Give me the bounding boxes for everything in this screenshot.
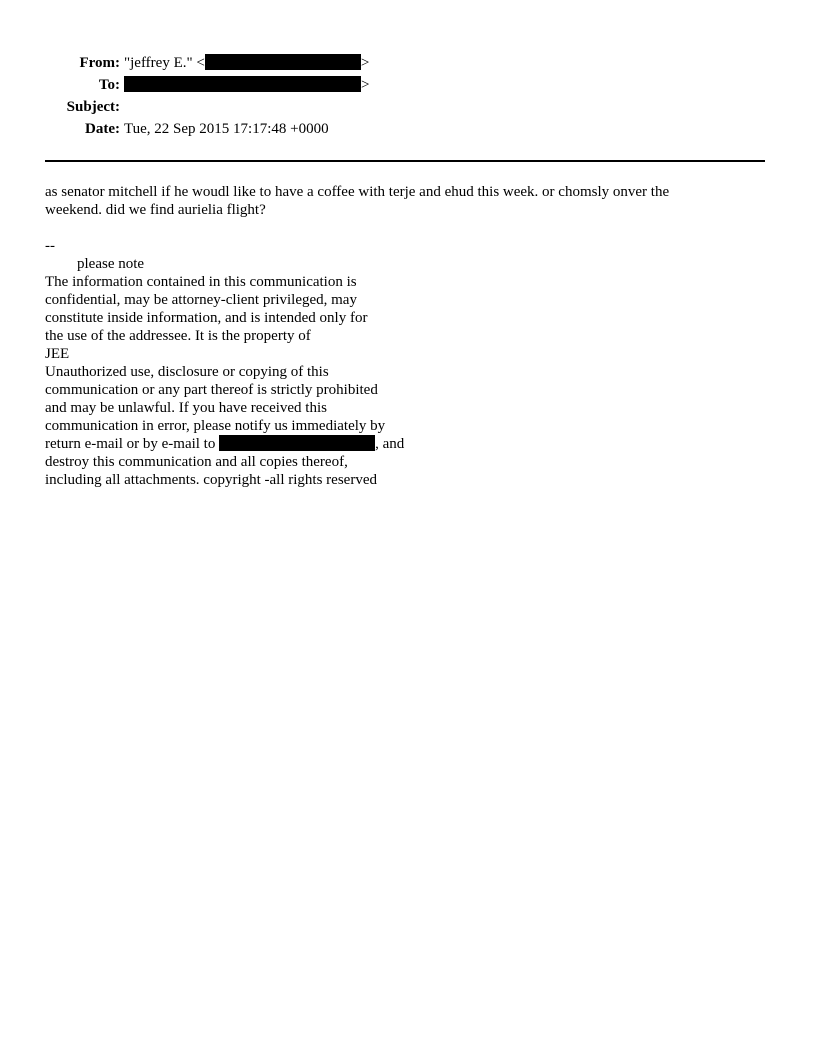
email-body [45, 183, 745, 489]
disclaimer-line: and may be unlawful. If you have received this [45, 400, 327, 416]
subject-row [0, 98, 816, 120]
from-value [124, 54, 369, 72]
to-row [0, 76, 816, 98]
body-line: as senator mitchell if he woudl like to have a coffee with terje and ehud this week. or chomsly onver the [45, 184, 670, 200]
disclaimer-line-with-redaction [45, 435, 445, 453]
to-value [124, 76, 369, 94]
date-value: Tue, 22 Sep 2015 17:17:48 +0000 [124, 121, 329, 137]
disclaimer-line: communication or any part thereof is strictly prohibited [45, 382, 378, 398]
disclaimer-line: destroy this communication and all copies thereof, [45, 454, 348, 470]
redacted-block [124, 76, 361, 92]
to-close: > [361, 77, 370, 93]
email-header [0, 54, 816, 142]
disclaimer-line: JEE [45, 346, 70, 362]
header-divider [45, 160, 765, 162]
return-line-start: return e-mail or by e-mail to [45, 436, 220, 452]
disclaimer-line: The information contained in this communication is [45, 274, 357, 290]
signature-separator: -- [45, 238, 55, 254]
blank-line [45, 219, 745, 237]
from-label: From: [79, 55, 120, 71]
disclaimer [45, 273, 445, 489]
disclaimer-line: including all attachments. copyright -all rights reserved [45, 472, 377, 488]
disclaimer-line: the use of the addressee. It is the property of [45, 328, 311, 344]
disclaimer-line: constitute inside information, and is intended only for [45, 310, 368, 326]
disclaimer-line: communication in error, please notify us immediately by [45, 418, 386, 434]
subject-label: Subject: [66, 99, 120, 115]
from-row [0, 54, 816, 76]
redacted-block [219, 435, 375, 451]
body-line: weekend. did we find aurielia flight? [45, 202, 266, 218]
to-label: To: [98, 77, 120, 93]
from-close: > [360, 55, 370, 71]
date-label: Date: [85, 121, 120, 137]
disclaimer-line: confidential, may be attorney-client privileged, may [45, 292, 357, 308]
from-name: "jeffrey E." < [124, 55, 205, 71]
date-row [0, 120, 816, 142]
redacted-block [205, 54, 361, 70]
disclaimer-line: Unauthorized use, disclosure or copying of this [45, 364, 329, 380]
please-note: please note [77, 256, 145, 272]
return-line-end: , and [375, 436, 405, 452]
